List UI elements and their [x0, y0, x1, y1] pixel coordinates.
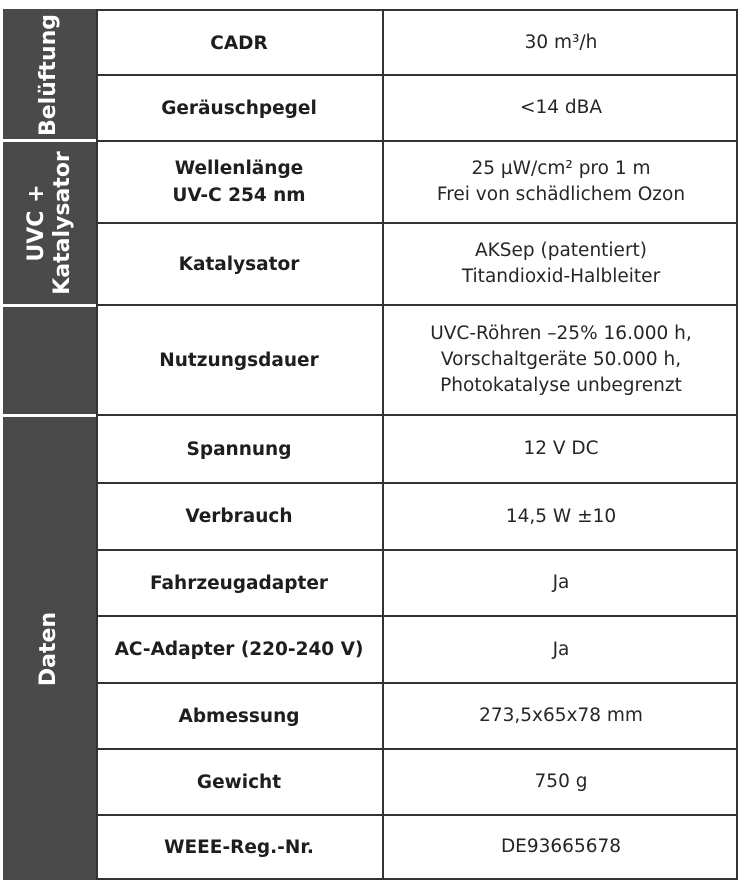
row-label-geraeuschpegel: [96, 76, 384, 140]
label-line: UV-C 254 nm: [172, 185, 306, 206]
label-line: Spannung: [186, 438, 292, 460]
group-label-line: Daten: [36, 611, 62, 686]
value-line: Photokatalyse unbegrenzt: [440, 375, 682, 396]
row-label-nutzungsdauer: [96, 306, 384, 414]
group-belueftung: [3, 9, 96, 140]
group-label-uvc-katalysator: [24, 151, 76, 295]
row-value-katalysator: [384, 224, 738, 304]
value-line: 750 g: [534, 771, 588, 792]
value-line: DE93665678: [500, 836, 622, 857]
group-uvc-katalysator: [3, 142, 96, 304]
label-line: Nutzungsdauer: [159, 349, 319, 371]
table-row: [96, 306, 738, 414]
row-label-gewicht: [96, 750, 384, 814]
row-value-gewicht: [384, 750, 738, 814]
value-line: AKSep (patentiert): [474, 240, 648, 261]
row-label-spannung: [96, 416, 384, 482]
table-row: [96, 142, 738, 222]
table-row: [96, 816, 738, 878]
row-value-wellenlaenge: [384, 142, 738, 222]
label-line: CADR: [210, 32, 268, 54]
value-line: 273,5x65x78 mm: [479, 705, 643, 726]
row-label-weee: [96, 816, 384, 878]
table-row: [96, 551, 738, 615]
row-value-abmessung: [384, 684, 738, 748]
label-line: Wellenlänge: [174, 158, 304, 179]
row-value-weee: [384, 816, 738, 878]
group-label-line: UVC +: [23, 184, 49, 262]
value-line: 30 m³/h: [524, 32, 598, 53]
value-line: UVC-Röhren –25% 16.000 h,: [430, 323, 692, 344]
label-line: AC-Adapter (220-240 V): [114, 639, 364, 660]
table-row: [96, 484, 738, 549]
group-label-line: Katalysator: [49, 151, 75, 295]
row-value-ac-adapter: [384, 617, 738, 682]
label-line: Katalysator: [178, 253, 300, 275]
row-value-nutzungsdauer: [384, 306, 738, 414]
row-label-cadr: [96, 11, 384, 75]
group-daten: [3, 417, 96, 880]
label-line: Fahrzeugadapter: [149, 572, 329, 594]
group-label-belueftung: [37, 13, 63, 135]
value-line: Ja: [552, 572, 570, 593]
row-label-katalysator: [96, 224, 384, 304]
row-value-cadr: [384, 11, 738, 75]
table-row: [96, 617, 738, 682]
row-label-abmessung: [96, 684, 384, 748]
group-label-daten: [37, 611, 63, 685]
label-line: Geräuschpegel: [161, 97, 317, 119]
row-label-ac-adapter: [96, 617, 384, 682]
table-row: [96, 750, 738, 814]
table-row: [96, 76, 738, 140]
row-value-geraeuschpegel: [384, 76, 738, 140]
table-row: [96, 416, 738, 482]
row-label-verbrauch: [96, 484, 384, 549]
label-line: WEEE-Reg.-Nr.: [164, 836, 314, 858]
table-row: [96, 11, 738, 75]
value-line: 25 µW/cm² pro 1 m: [471, 158, 651, 179]
label-line: Gewicht: [196, 771, 282, 793]
row-value-spannung: [384, 416, 738, 482]
label-line: Abmessung: [178, 705, 300, 727]
value-line: Ja: [552, 638, 570, 660]
table-row: [96, 684, 738, 748]
group-label-line: Belüftung: [36, 13, 62, 136]
value-line: Vorschaltgeräte 50.000 h,: [440, 349, 682, 370]
row-value-fahrzeugadapter: [384, 551, 738, 615]
row-label-fahrzeugadapter: [96, 551, 384, 615]
row-label-wellenlaenge: [96, 142, 384, 222]
row-value-verbrauch: [384, 484, 738, 549]
group-blank: [3, 307, 96, 414]
value-line: Frei von schädlichem Ozon: [436, 184, 686, 205]
value-line: 12 V DC: [523, 438, 599, 459]
table-row: [96, 224, 738, 304]
value-line: <14 dBA: [519, 97, 602, 118]
value-line: Titandioxid-Halbleiter: [461, 266, 661, 287]
value-line: 14,5 W ±10: [505, 505, 617, 527]
label-line: Verbrauch: [185, 506, 293, 527]
